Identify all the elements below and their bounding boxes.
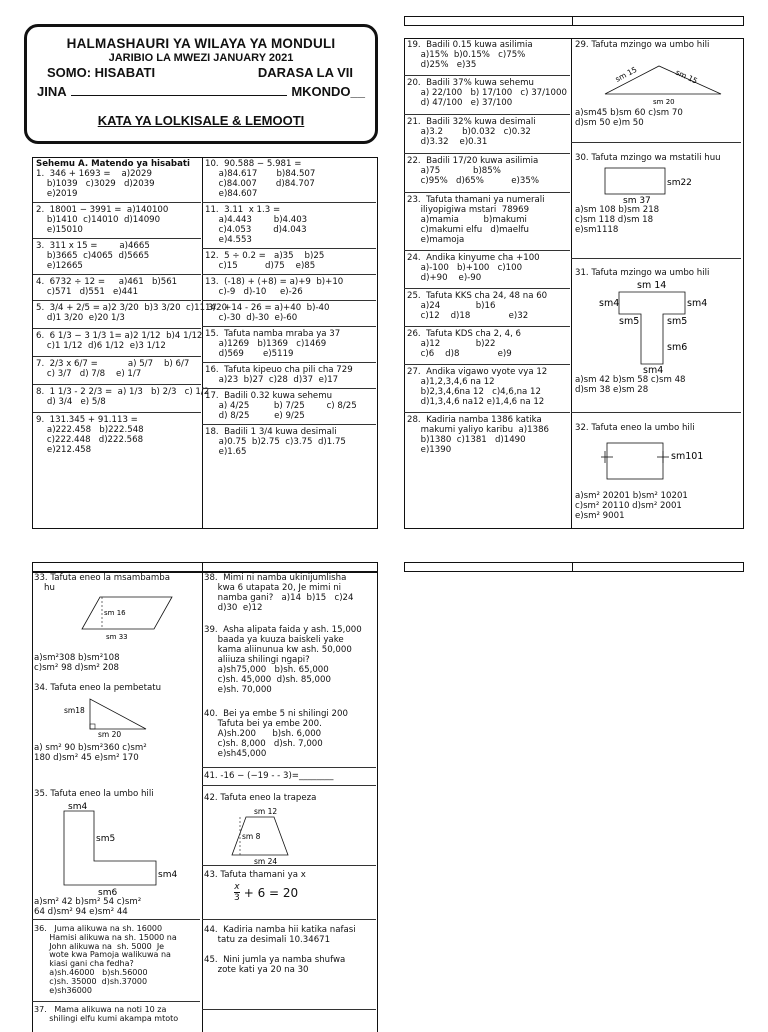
- parallelogram-figure: [34, 593, 200, 641]
- question-29: [575, 40, 741, 128]
- answer-line: e)sm1118: [575, 225, 619, 235]
- row-divider: [33, 238, 201, 239]
- row-divider: [571, 258, 741, 259]
- question-33-text-cont: hu: [44, 583, 55, 593]
- question-line: shilingi elfu kumi akampa mtoto: [34, 1013, 179, 1023]
- row-divider: [202, 274, 376, 275]
- question-line: 37. Mama alikuwa na noti 10 za: [34, 1005, 167, 1014]
- question-line: b)1039 c)3029 d)2039: [36, 179, 155, 189]
- question-line: b)3665 c)4065 d)5665: [36, 251, 150, 261]
- question-line: d)30 e)12: [204, 603, 263, 613]
- row-divider: [202, 326, 376, 327]
- question-line: a)mamia b)makumi: [407, 215, 527, 225]
- question-35-answers: [34, 897, 200, 917]
- row-divider: [33, 384, 201, 385]
- height-label: sm 16: [104, 609, 126, 617]
- question-line: c)-30 d)-30 e)-60: [205, 313, 298, 323]
- question-36: [34, 925, 177, 995]
- question-line: e)mamoja: [407, 235, 465, 245]
- question-line: zote kati ya 20 na 30: [204, 965, 309, 975]
- question-line: c)6 d)8 e)9: [407, 349, 512, 359]
- side-label-2: sm 15: [674, 67, 699, 86]
- question-line: e)4.553: [205, 235, 252, 245]
- question-line: A)sh.200 b)sh. 6,000: [204, 729, 322, 739]
- question-line: e)1.65: [205, 447, 247, 457]
- row-divider: [202, 202, 376, 203]
- question-line: wote kwa Pamoja walikuwa na: [34, 950, 171, 960]
- question-line: a) 22/100 b) 17/100 c) 37/1000: [407, 88, 567, 98]
- row-divider: [33, 274, 201, 275]
- rectangle-figure: [575, 163, 741, 205]
- question-15: [205, 329, 340, 359]
- answer-line: a)sm45 b)sm 60 c)sm 70: [575, 108, 683, 118]
- question-line: b)1410 c)14010 d)14090: [36, 215, 161, 225]
- base-label: sm 33: [106, 633, 128, 641]
- question-line: 20. Badili 37% kuwa sehemu: [407, 78, 534, 88]
- question-line: 36. Juma alikuwa na sh. 16000: [34, 924, 163, 933]
- question-27: [407, 367, 547, 407]
- row-divider: [404, 153, 570, 154]
- side-label-1: sm 15: [613, 64, 639, 84]
- triangle-figure: [575, 50, 741, 106]
- question-line: c)sh. 45,000 d)sh. 85,000: [204, 675, 331, 685]
- question-line: c)sh. 35000 d)sh.37000: [34, 976, 148, 986]
- question-line: 14. +14 - 26 = a)+40 b)-40: [205, 303, 330, 313]
- name-blank[interactable]: [71, 84, 288, 96]
- base-label: sm 20: [98, 730, 122, 739]
- question-13: [205, 277, 343, 297]
- question-32: [575, 423, 741, 521]
- row-divider: [404, 412, 570, 413]
- question-line: c)15 d)75 e)85: [205, 261, 316, 271]
- question-line: a)222.458 b)222.548: [36, 425, 144, 435]
- l-shape-figure: [34, 799, 200, 898]
- question-1: [36, 169, 155, 199]
- subject-row: [27, 64, 375, 80]
- question-line: d) 47/100 e) 37/100: [407, 98, 513, 108]
- question-38: [204, 573, 353, 613]
- row-divider: [202, 424, 376, 425]
- question-line: kiasi gani cha fedha?: [34, 959, 134, 969]
- question-line: 45. Nini jumla ya namba shufwa: [204, 955, 346, 965]
- answer-line: c)sm² 20110 d)sm² 2001: [575, 501, 682, 511]
- class-label: DARASA LA VII: [257, 65, 353, 80]
- question-line: a)24 b)16: [407, 301, 496, 311]
- question-33-text: 33. Tafuta eneo la msambamba: [34, 573, 171, 583]
- question-line: tatu za desimali 10.34671: [204, 935, 331, 945]
- equation: [234, 882, 306, 903]
- left-label: sm4: [599, 298, 620, 309]
- question-line: e)sh. 70,000: [204, 685, 272, 695]
- width-label: sm 37: [623, 196, 651, 206]
- row-divider: [33, 356, 201, 357]
- question-line: d)569 e)5119: [205, 349, 294, 359]
- question-12: [205, 251, 324, 271]
- question-line: 4. 6732 ÷ 12 = a)461 b)561: [36, 277, 178, 287]
- row-divider: [404, 192, 570, 193]
- question-line: a)1,2,3,4,6 na 12: [407, 377, 495, 387]
- question-23: [407, 195, 545, 245]
- question-18: [205, 427, 346, 457]
- question-line: c)4.053 d)4.043: [205, 225, 307, 235]
- row-divider: [32, 1001, 200, 1002]
- question-line: namba gani? a)14 b)15 c)24: [204, 593, 354, 603]
- page2-right-header-bar: [404, 562, 744, 572]
- question-line: d) 8/25 e) 9/25: [205, 411, 305, 421]
- question-28: [407, 415, 549, 455]
- answer-line: 64 d)sm² 94 e)sm² 44: [34, 907, 128, 917]
- question-line: 1. 346 + 1693 = a)2029: [36, 169, 152, 179]
- question-line: 11. 3.11 x 1.3 =: [205, 205, 281, 215]
- question-line: c)makumi elfu d)maelfu: [407, 225, 529, 235]
- row-divider: [202, 362, 376, 363]
- section-title: Sehemu A. Matendo ya hisabati: [36, 159, 190, 169]
- question-line: 39. Asha alipata faida y ash. 15,000: [204, 625, 362, 635]
- square-figure: [575, 433, 741, 485]
- answer-line: a)sm 108 b)sm 218: [575, 205, 660, 215]
- height-label: sm 8: [242, 832, 261, 841]
- row-divider: [404, 326, 570, 327]
- question-line: 5. 3/4 + 2/5 = a)2 3/20 b)3 3/20 c)11 3/20: [36, 303, 228, 313]
- question-line: a)1269 b)1369 c)1469: [205, 339, 327, 349]
- row-divider: [202, 388, 376, 389]
- question-line: a)23 b)27 c)28 d)37 e)17: [205, 375, 339, 385]
- column-divider: [202, 572, 203, 1032]
- base-label: sm 20: [653, 98, 675, 106]
- equation-rest: + 6 = 20: [243, 885, 299, 900]
- question-line: d) 3/4 e) 5/8: [36, 397, 106, 407]
- row-divider: [404, 288, 570, 289]
- question-line: e)12665: [36, 261, 83, 271]
- question-26: [407, 329, 521, 359]
- bottom-label: sm6: [98, 888, 118, 898]
- header-bar-divider: [202, 562, 203, 572]
- question-line: d)1 3/20 e)20 1/3: [36, 313, 125, 323]
- page2-header-bar: [32, 562, 378, 572]
- question-line: iliyopigiwa mstari 78969: [407, 205, 530, 215]
- question-line: 38. Mimi ni namba ukinijumlisha: [204, 573, 347, 583]
- question-line: a)4.443 b)4.403: [205, 215, 308, 225]
- question-line: 12. 5 ÷ 0.2 = a)35 b)25: [205, 251, 325, 261]
- question-24: [407, 253, 540, 283]
- right-triangle-figure: [34, 693, 200, 737]
- question-line: e)sh36000: [34, 985, 92, 995]
- question-43-text: 43. Tafuta thamani ya x: [204, 870, 306, 880]
- question-line: 24. Andika kinyume cha +100: [407, 253, 540, 263]
- column-divider: [571, 38, 572, 529]
- name-label: JINA: [37, 84, 67, 99]
- trapezoid-figure: [204, 803, 376, 865]
- question-line: a)sh75,000 b)sh. 65,000: [204, 665, 329, 675]
- stem-right-label: sm5: [667, 316, 688, 327]
- question-30: [575, 153, 741, 235]
- x-over-3-fraction: $\frac{x}{3}$: [234, 882, 240, 903]
- question-line: 23. Tafuta thamani ya numerali: [407, 195, 545, 205]
- question-line: d)3.32 e)0.31: [407, 137, 488, 147]
- question-line: c)95% d)65% e)35%: [407, 176, 539, 186]
- question-31-text: 31. Tafuta mzingo wa umbo hili: [575, 268, 710, 278]
- question-line: 13. (-18) + (+8) = a)+9 b)+10: [205, 277, 344, 287]
- question-20: [407, 78, 567, 108]
- question-line: 26. Tafuta KDS cha 2, 4, 6: [407, 329, 522, 339]
- question-11: [205, 205, 307, 245]
- row-divider: [404, 250, 570, 251]
- top-label: sm 14: [637, 280, 667, 291]
- ward-title: KATA YA LOLKISALE & LEMOOTI: [97, 113, 305, 128]
- question-35-text: 35. Tafuta eneo la umbo hili: [34, 789, 154, 799]
- question-6: [36, 331, 202, 351]
- row-divider: [571, 142, 741, 143]
- question-42-text: 42. Tafuta eneo la trapeza: [204, 793, 317, 803]
- page1-column-4: [575, 40, 741, 528]
- question-line: 8. 1 1/3 - 2 2/3 = a) 1/3 b) 2/3 c) 1/2: [36, 387, 210, 397]
- question-line: baada ya kuuza baiskeli yake: [204, 635, 344, 645]
- question-line: e)1390: [407, 445, 452, 455]
- question-line: c)12 d)18 e)32: [407, 311, 529, 321]
- subject-label: SOMO: HISABATI: [47, 65, 156, 80]
- question-8: [36, 387, 209, 407]
- row-divider: [33, 412, 201, 413]
- question-33: [34, 573, 200, 673]
- question-14: [205, 303, 330, 323]
- question-line: 25. Tafuta KKS cha 24, 48 na 60: [407, 291, 548, 301]
- question-line: 7. 2/3 x 6/7 = a) 5/7 b) 6/7: [36, 359, 190, 369]
- answer-line: a)sm²308 b)sm²108: [34, 653, 120, 663]
- question-line: 40. Bei ya embe 5 ni shilingi 200: [204, 709, 348, 719]
- question-line: e)212.458: [36, 445, 92, 455]
- question-line: d)1,3,4,6 na12 e)1,4,6 na 12: [407, 397, 545, 407]
- height-label: sm18: [64, 706, 85, 715]
- answer-line: 180 d)sm² 45 e)sm² 170: [34, 753, 139, 763]
- question-line: b)2,3,4,6na 12 c)4,6,na 12: [407, 387, 541, 397]
- question-21: [407, 117, 536, 147]
- row-divider: [202, 865, 376, 866]
- question-45: [204, 955, 345, 975]
- question-19: [407, 40, 533, 70]
- question-29-answers: [575, 108, 741, 128]
- top-label: sm 12: [254, 807, 278, 816]
- question-line: d)25% e)35: [407, 60, 477, 70]
- question-line: a)15% b)0.15% c)75%: [407, 50, 526, 60]
- answer-line: c)sm 118 d)sm 18: [575, 215, 654, 225]
- question-line: Hamisi alikuwa na sh. 15000 na: [34, 932, 177, 942]
- middle-label: sm5: [96, 834, 116, 844]
- question-line: c)222.448 d)222.568: [36, 435, 144, 445]
- question-line: 21. Badili 32% kuwa desimali: [407, 117, 536, 127]
- bottom-label: sm4: [643, 365, 664, 376]
- question-line: c)571 d)551 e)441: [36, 287, 139, 297]
- question-line: c)84.007 d)84.707: [205, 179, 315, 189]
- question-line: d)+90 e)-90: [407, 273, 482, 283]
- question-line: 10. 90.588 − 5.981 =: [205, 159, 302, 169]
- exam-header: [24, 24, 378, 144]
- question-line: c) 3/7 d) 7/8 e) 1/7: [36, 369, 142, 379]
- base-label: sm 24: [254, 857, 278, 866]
- question-34-answers: [34, 743, 200, 763]
- row-divider: [202, 767, 376, 768]
- row-divider: [33, 300, 201, 301]
- row-divider: [404, 114, 570, 115]
- question-22: [407, 156, 539, 186]
- question-line: Tafuta bei ya embe 200.: [204, 719, 322, 729]
- answer-line: e)sm² 9001: [575, 511, 625, 521]
- question-line: 44. Kadiria namba hii katika nafasi: [204, 925, 356, 935]
- header-bar-divider: [572, 16, 573, 26]
- question-34: [34, 683, 200, 763]
- answer-line: a) sm² 90 b)sm²360 c)sm²: [34, 743, 147, 753]
- header-bar-divider: [572, 562, 573, 572]
- row-divider: [32, 919, 200, 920]
- question-34-text: 34. Tafuta eneo la pembetatu: [34, 683, 162, 693]
- right-label: sm4: [687, 298, 708, 309]
- question-line: 17. Badili 0.32 kuwa sehemu: [205, 391, 333, 401]
- question-line: 27. Andika vigawo vyote vya 12: [407, 367, 548, 377]
- t-shape-figure: [575, 278, 741, 376]
- question-33-answers: [34, 653, 200, 673]
- question-30-text: 30. Tafuta mzingo wa mstatili huu: [575, 153, 721, 163]
- question-line: e)84.607: [205, 189, 258, 199]
- question-line: 3. 311 x 15 = a)4665: [36, 241, 150, 251]
- question-32-answers: [575, 491, 741, 521]
- row-divider: [33, 328, 201, 329]
- row-divider: [202, 1009, 376, 1010]
- question-line: 28. Kadiria namba 1386 katika: [407, 415, 542, 425]
- answer-line: d)sm 38 e)sm 28: [575, 385, 649, 395]
- question-line: b)1380 c)1381 d)1490: [407, 435, 526, 445]
- question-line: 6. 6 1/3 − 3 1/3 1= a)2 1/12 b)4 1/12: [36, 331, 203, 341]
- question-3: [36, 241, 150, 271]
- question-line: John alikuwa na sh. 5000 Je: [34, 941, 165, 951]
- question-line: 19. Badili 0.15 kuwa asilimia: [407, 40, 533, 50]
- question-line: 16. Tafuta kipeuo cha pili cha 729: [205, 365, 353, 375]
- right-label: sm4: [158, 870, 178, 880]
- question-30-answers: [575, 205, 741, 235]
- question-line: a)3.2 b)0.032 c)0.32: [407, 127, 531, 137]
- answer-line: a)sm² 20201 b)sm² 10201: [575, 491, 688, 501]
- question-37: [34, 1006, 178, 1024]
- question-43: [204, 870, 306, 903]
- question-31: [575, 268, 741, 395]
- answer-line: a)sm 42 b)sm 58 c)sm 48: [575, 375, 686, 385]
- exam-title: JARIBIO LA MWEZI JANUARY 2021: [108, 52, 294, 64]
- answer-line: a)sm² 42 b)sm² 54 c)sm²: [34, 897, 142, 907]
- question-2: [36, 205, 168, 235]
- row-divider: [33, 202, 201, 203]
- row-divider: [404, 75, 570, 76]
- question-10: [205, 159, 315, 199]
- question-41: 41. -16 − (−19 - - 3)=________: [204, 771, 334, 781]
- question-line: a)sh.46000 b)sh.56000: [34, 967, 148, 977]
- question-40: [204, 709, 348, 759]
- question-line: a)12 b)22: [407, 339, 496, 349]
- question-line: a) 4/25 b) 7/25 c) 8/25: [205, 401, 357, 411]
- question-line: c)-9 d)-10 e)-26: [205, 287, 303, 297]
- question-line: a)0.75 b)2.75 c)3.75 d)1.75: [205, 437, 346, 447]
- question-line: e)sh45,000: [204, 749, 267, 759]
- question-line: a)-100 b)+100 c)100: [407, 263, 523, 273]
- question-5: [36, 303, 227, 323]
- row-divider: [404, 364, 570, 365]
- question-line: 15. Tafuta namba mraba ya 37: [205, 329, 341, 339]
- question-32-text: 32. Tafuta eneo la umbo hili: [575, 423, 695, 433]
- question-39: [204, 625, 362, 695]
- question-line: e)15010: [36, 225, 83, 235]
- question-44: [204, 925, 356, 945]
- question-9: [36, 415, 144, 455]
- question-7: [36, 359, 189, 379]
- question-4: [36, 277, 177, 297]
- row-divider: [202, 919, 376, 920]
- stream-label: MKONDO__: [291, 84, 365, 99]
- question-line: makumi yaliyo karibu a)1386: [407, 425, 550, 435]
- question-17: [205, 391, 357, 421]
- stem-height-label: sm6: [667, 342, 688, 353]
- question-line: 9. 131.345 + 91.113 =: [36, 415, 138, 425]
- question-line: a)75 b)85%: [407, 166, 501, 176]
- question-16: [205, 365, 353, 385]
- height-label: sm22: [667, 178, 692, 188]
- question-line: 2. 18001 − 3991 = a)140100: [36, 205, 169, 215]
- row-divider: [202, 300, 376, 301]
- answer-line: c)sm² 98 d)sm² 208: [34, 663, 120, 673]
- row-divider: [202, 785, 376, 786]
- question-line: aliiuza shilingi ngapi?: [204, 655, 310, 665]
- question-line: a)84.617 b)84.507: [205, 169, 316, 179]
- top-label: sm4: [68, 802, 88, 812]
- row-divider: [202, 248, 376, 249]
- question-line: c)1 1/12 d)6 1/12 e)3 1/12: [36, 341, 166, 351]
- row-divider: [571, 412, 741, 413]
- question-line: 18. Badili 1 3/4 kuwa desimali: [205, 427, 337, 437]
- question-25: [407, 291, 547, 321]
- question-line: kwa 6 utapata 20, Je mimi ni: [204, 583, 342, 593]
- top-header-bar: [404, 16, 744, 26]
- question-42: [204, 793, 376, 865]
- stem-left-label: sm5: [619, 316, 640, 327]
- question-line: e)2019: [36, 189, 78, 199]
- question-line: kama aliinunua kw ash. 50,000: [204, 645, 352, 655]
- answer-line: d)sm 50 e)m 50: [575, 118, 644, 128]
- side-label: sm101: [671, 451, 704, 462]
- question-31-answers: [575, 375, 741, 395]
- name-row: [27, 80, 375, 99]
- question-35: [34, 789, 200, 917]
- question-line: c)sh. 8,000 d)sh. 7,000: [204, 739, 323, 749]
- question-29-text: 29. Tafuta mzingo wa umbo hili: [575, 40, 710, 50]
- question-line: 22. Badili 17/20 kuwa asilimia: [407, 156, 539, 166]
- district-title: HALMASHAURI YA WILAYA YA MONDULI: [66, 36, 336, 51]
